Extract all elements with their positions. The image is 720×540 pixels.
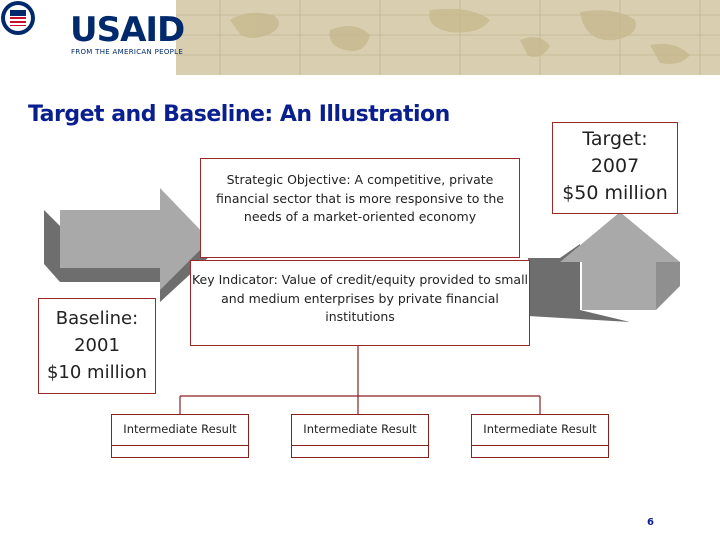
key-indicator-box <box>190 260 530 346</box>
target-box <box>552 122 678 214</box>
up-arrow-edge <box>656 262 680 310</box>
intermediate-result-box-2 <box>291 414 429 458</box>
intermediate-result-label: Intermediate Result <box>303 422 417 436</box>
slide-title: Target and Baseline: An Illustration <box>28 102 450 127</box>
baseline-box <box>38 298 156 394</box>
intermediate-result-box-3 <box>471 414 609 458</box>
baseline-label: Baseline: <box>55 308 139 329</box>
strategic-objective-text: Strategic Objective: A competitive, private financial sector that is more responsive to the needs of a market-oriented economy <box>216 172 504 224</box>
connector-lines <box>180 346 540 414</box>
key-indicator-text: Key Indicator: Value of credit/equity provided to small and medium enterprises by private financial institutions <box>191 272 529 324</box>
intermediate-result-box-1 <box>111 414 249 458</box>
strategic-objective-box <box>200 158 520 258</box>
page-number: 6 <box>647 517 654 528</box>
intermediate-result-divider <box>472 445 608 446</box>
usaid-wordmark: USAID <box>70 10 185 50</box>
intermediate-result-divider <box>292 445 428 446</box>
intermediate-result-divider <box>112 445 248 446</box>
target-year: 2007 <box>590 155 640 177</box>
target-value: $50 million <box>562 182 668 204</box>
target-label: Target: <box>582 128 648 150</box>
intermediate-result-label: Intermediate Result <box>123 422 237 436</box>
intermediate-result-label: Intermediate Result <box>483 422 597 436</box>
usaid-tagline: FROM THE AMERICAN PEOPLE <box>71 48 184 56</box>
baseline-value: $10 million <box>46 362 148 383</box>
baseline-year: 2001 <box>74 335 120 356</box>
